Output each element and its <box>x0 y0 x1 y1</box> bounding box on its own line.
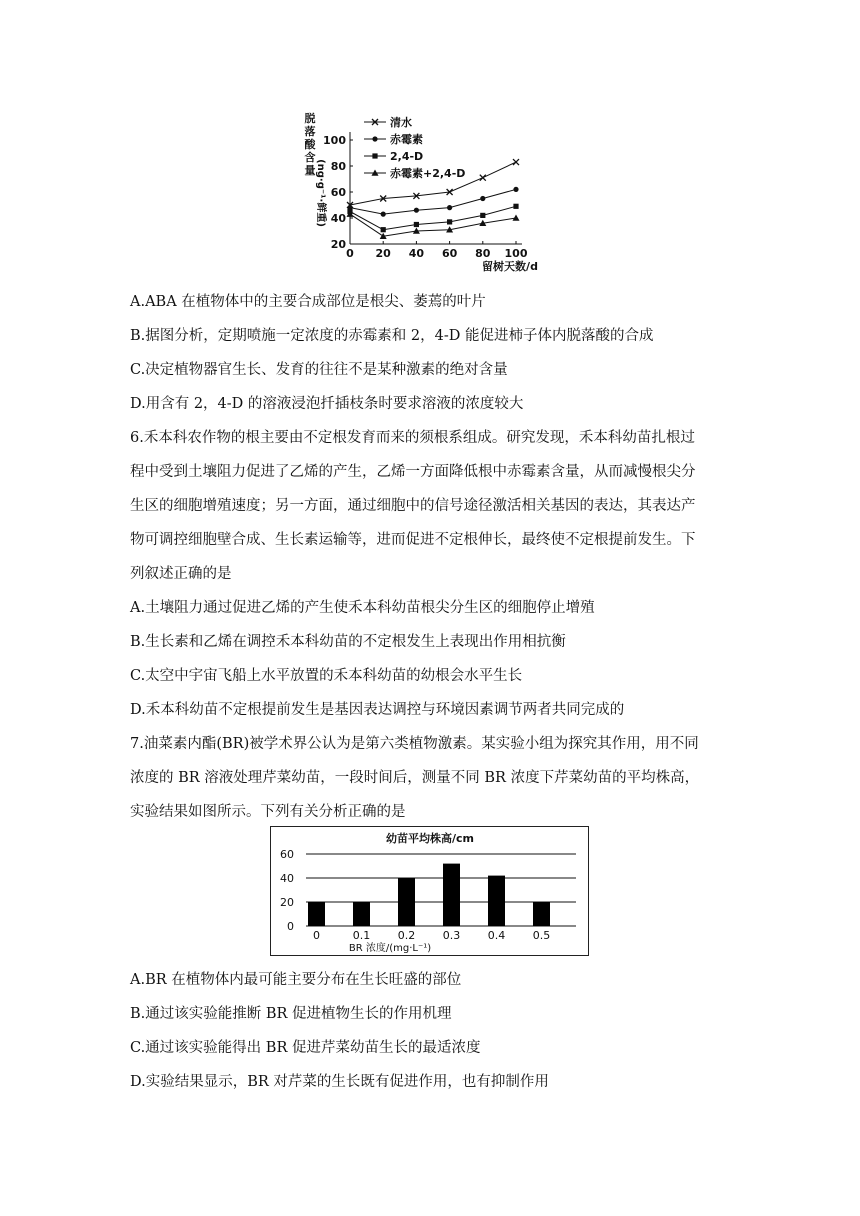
q7-option-d: D.实验结果显示，BR 对芹菜的生长既有促进作用，也有抑制作用 <box>130 1074 549 1090</box>
square-marker <box>480 213 485 218</box>
y-axis-title-char: 酸 <box>304 138 316 151</box>
y-tick-label: 60 <box>330 186 346 199</box>
x-tick-label: 100 <box>504 247 528 260</box>
y-axis-title-char: 量 <box>304 164 316 177</box>
y-axis-unit: (ng·g⁻¹·鲜重) <box>315 159 326 227</box>
y-tick-label: 100 <box>323 134 346 147</box>
q5-option-c: C.决定植物器官生长、发育的往往不是某种激素的绝对含量 <box>130 362 508 378</box>
y-tick-label: 80 <box>330 160 346 173</box>
q6-option-d: D.禾本科幼苗不定根提前发生是基因表达调控与环境因素调节两者共同完成的 <box>130 702 625 718</box>
x-tick-label: 60 <box>441 247 458 260</box>
q6-stem-line-4: 物可调控细胞壁合成、生长素运输等，进而促进不定根伸长，最终使不定根提前发生。下 <box>130 532 696 548</box>
triangle-marker <box>513 215 520 221</box>
line-chart <box>300 108 570 280</box>
series-3 <box>347 204 518 233</box>
square-marker <box>513 204 518 209</box>
x-tick-label: 0.3 <box>442 929 461 942</box>
y-axis-title-char: 脱 <box>304 112 316 125</box>
circle-marker <box>513 187 518 192</box>
legend-label: 赤霉素 <box>390 133 423 146</box>
bar-chart-ticks <box>313 929 550 942</box>
square-marker <box>372 153 377 158</box>
legend-item <box>364 132 423 146</box>
y-axis-title-char: 含 <box>304 151 316 164</box>
y-axis-title-char: 落 <box>304 125 316 138</box>
legend-label: 赤霉素+2,4-D <box>390 167 466 180</box>
q6-stem-line-3: 生区的细胞增殖速度；另一方面，通过细胞中的信号途径激活相关基因的表达，其表达产 <box>130 498 696 514</box>
q7-stem-line-2: 浓度的 BR 溶液处理芹菜幼苗，一段时间后，测量不同 BR 浓度下芹菜幼苗的平均株高， <box>130 770 700 786</box>
x-tick-label: 0 <box>346 247 354 260</box>
q5-option-d: D.用含有 2，4-D 的溶液浸泡扦插枝条时要求溶液的浓度较大 <box>130 396 524 412</box>
x-tick-label: 0.5 <box>532 929 551 942</box>
y-tick-label: 40 <box>280 872 294 885</box>
q7-option-c: C.通过该实验能得出 BR 促进芹菜幼苗生长的最适浓度 <box>130 1040 481 1056</box>
bar-chart <box>270 826 590 956</box>
bar-chart-figure <box>270 826 590 956</box>
line-chart-figure <box>300 108 570 280</box>
x-marker <box>513 159 519 165</box>
y-tick-label: 40 <box>330 212 346 225</box>
bar <box>488 876 505 926</box>
q6-stem-line-5: 列叙述正确的是 <box>130 566 232 582</box>
y-axis-title <box>305 111 317 177</box>
q6-option-b: B.生长素和乙烯在调控禾本科幼苗的不定根发生上表现出作用相抗衡 <box>130 634 566 650</box>
x-tick-label: 0.1 <box>352 929 371 942</box>
y-tick-label: 0 <box>287 920 294 933</box>
x-tick-label: 80 <box>475 247 491 260</box>
q5-option-a: A.ABA 在植物体中的主要合成部位是根尖、萎蔫的叶片 <box>130 294 486 310</box>
legend-label: 2,4-D <box>390 150 424 163</box>
x-marker <box>480 175 486 181</box>
bar <box>398 878 415 926</box>
q6-stem-line-1: 6.禾本科农作物的根主要由不定根发育而来的须根系组成。研究发现，禾本科幼苗扎根过 <box>130 430 695 446</box>
q7-stem-line-1: 7.油菜素内酯(BR)被学术界公认为是第六类植物激素。某实验小组为探究其作用，用不同 <box>130 736 699 752</box>
legend-item <box>364 150 423 163</box>
legend-item <box>364 166 465 180</box>
bar-x-axis-label: BR 浓度/(mg·L⁻¹) <box>348 943 432 954</box>
x-tick-label: 20 <box>375 247 391 260</box>
q7-option-a: A.BR 在植物体内最可能主要分布在生长旺盛的部位 <box>130 972 462 988</box>
y-tick-label: 20 <box>280 896 294 909</box>
y-tick-label: 60 <box>280 848 294 861</box>
series-4 <box>347 211 520 239</box>
legend-item <box>364 115 412 129</box>
bar <box>353 902 370 926</box>
series-line <box>350 206 516 229</box>
line-chart-legend <box>364 115 465 180</box>
square-marker <box>381 227 386 232</box>
q7-stem-line-3: 实验结果如图所示。下列有关分析正确的是 <box>130 804 406 820</box>
q6-option-c: C.太空中宇宙飞船上水平放置的禾本科幼苗的幼根会水平生长 <box>130 668 523 684</box>
bar <box>308 902 325 926</box>
circle-marker <box>480 196 485 201</box>
x-axis-label: 留树天数/d <box>482 260 538 273</box>
q7-option-b: B.通过该实验能推断 BR 促进植物生长的作用机理 <box>130 1006 452 1022</box>
bar-chart-bars <box>308 864 550 926</box>
square-marker <box>414 222 419 227</box>
q6-option-a: A.土壤阻力通过促进乙烯的产生使禾本科幼苗根尖分生区的细胞停止增殖 <box>130 600 595 616</box>
series-line <box>350 189 516 214</box>
line-chart-axes <box>323 132 528 260</box>
q6-stem-line-2: 程中受到土壤阻力促进了乙烯的产生，乙烯一方面降低根中赤霉素含量，从而减慢根尖分 <box>130 464 696 480</box>
bar <box>533 902 550 926</box>
circle-marker <box>372 136 377 141</box>
x-tick-label: 0.2 <box>397 929 416 942</box>
bar <box>443 864 460 926</box>
circle-marker <box>381 212 386 217</box>
circle-marker <box>447 205 452 210</box>
legend-label: 清水 <box>390 116 412 129</box>
circle-marker <box>414 208 419 213</box>
q5-option-b: B.据图分析，定期喷施一定浓度的赤霉素和 2，4-D 能促进柿子体内脱落酸的合成 <box>130 328 654 344</box>
x-tick-label: 40 <box>408 247 425 260</box>
x-tick-label: 0.4 <box>487 929 506 942</box>
bar-chart-title: 幼苗平均株高/cm <box>386 832 474 845</box>
square-marker <box>447 219 452 224</box>
x-tick-label: 0 <box>313 929 320 942</box>
y-tick-label: 20 <box>330 238 346 251</box>
